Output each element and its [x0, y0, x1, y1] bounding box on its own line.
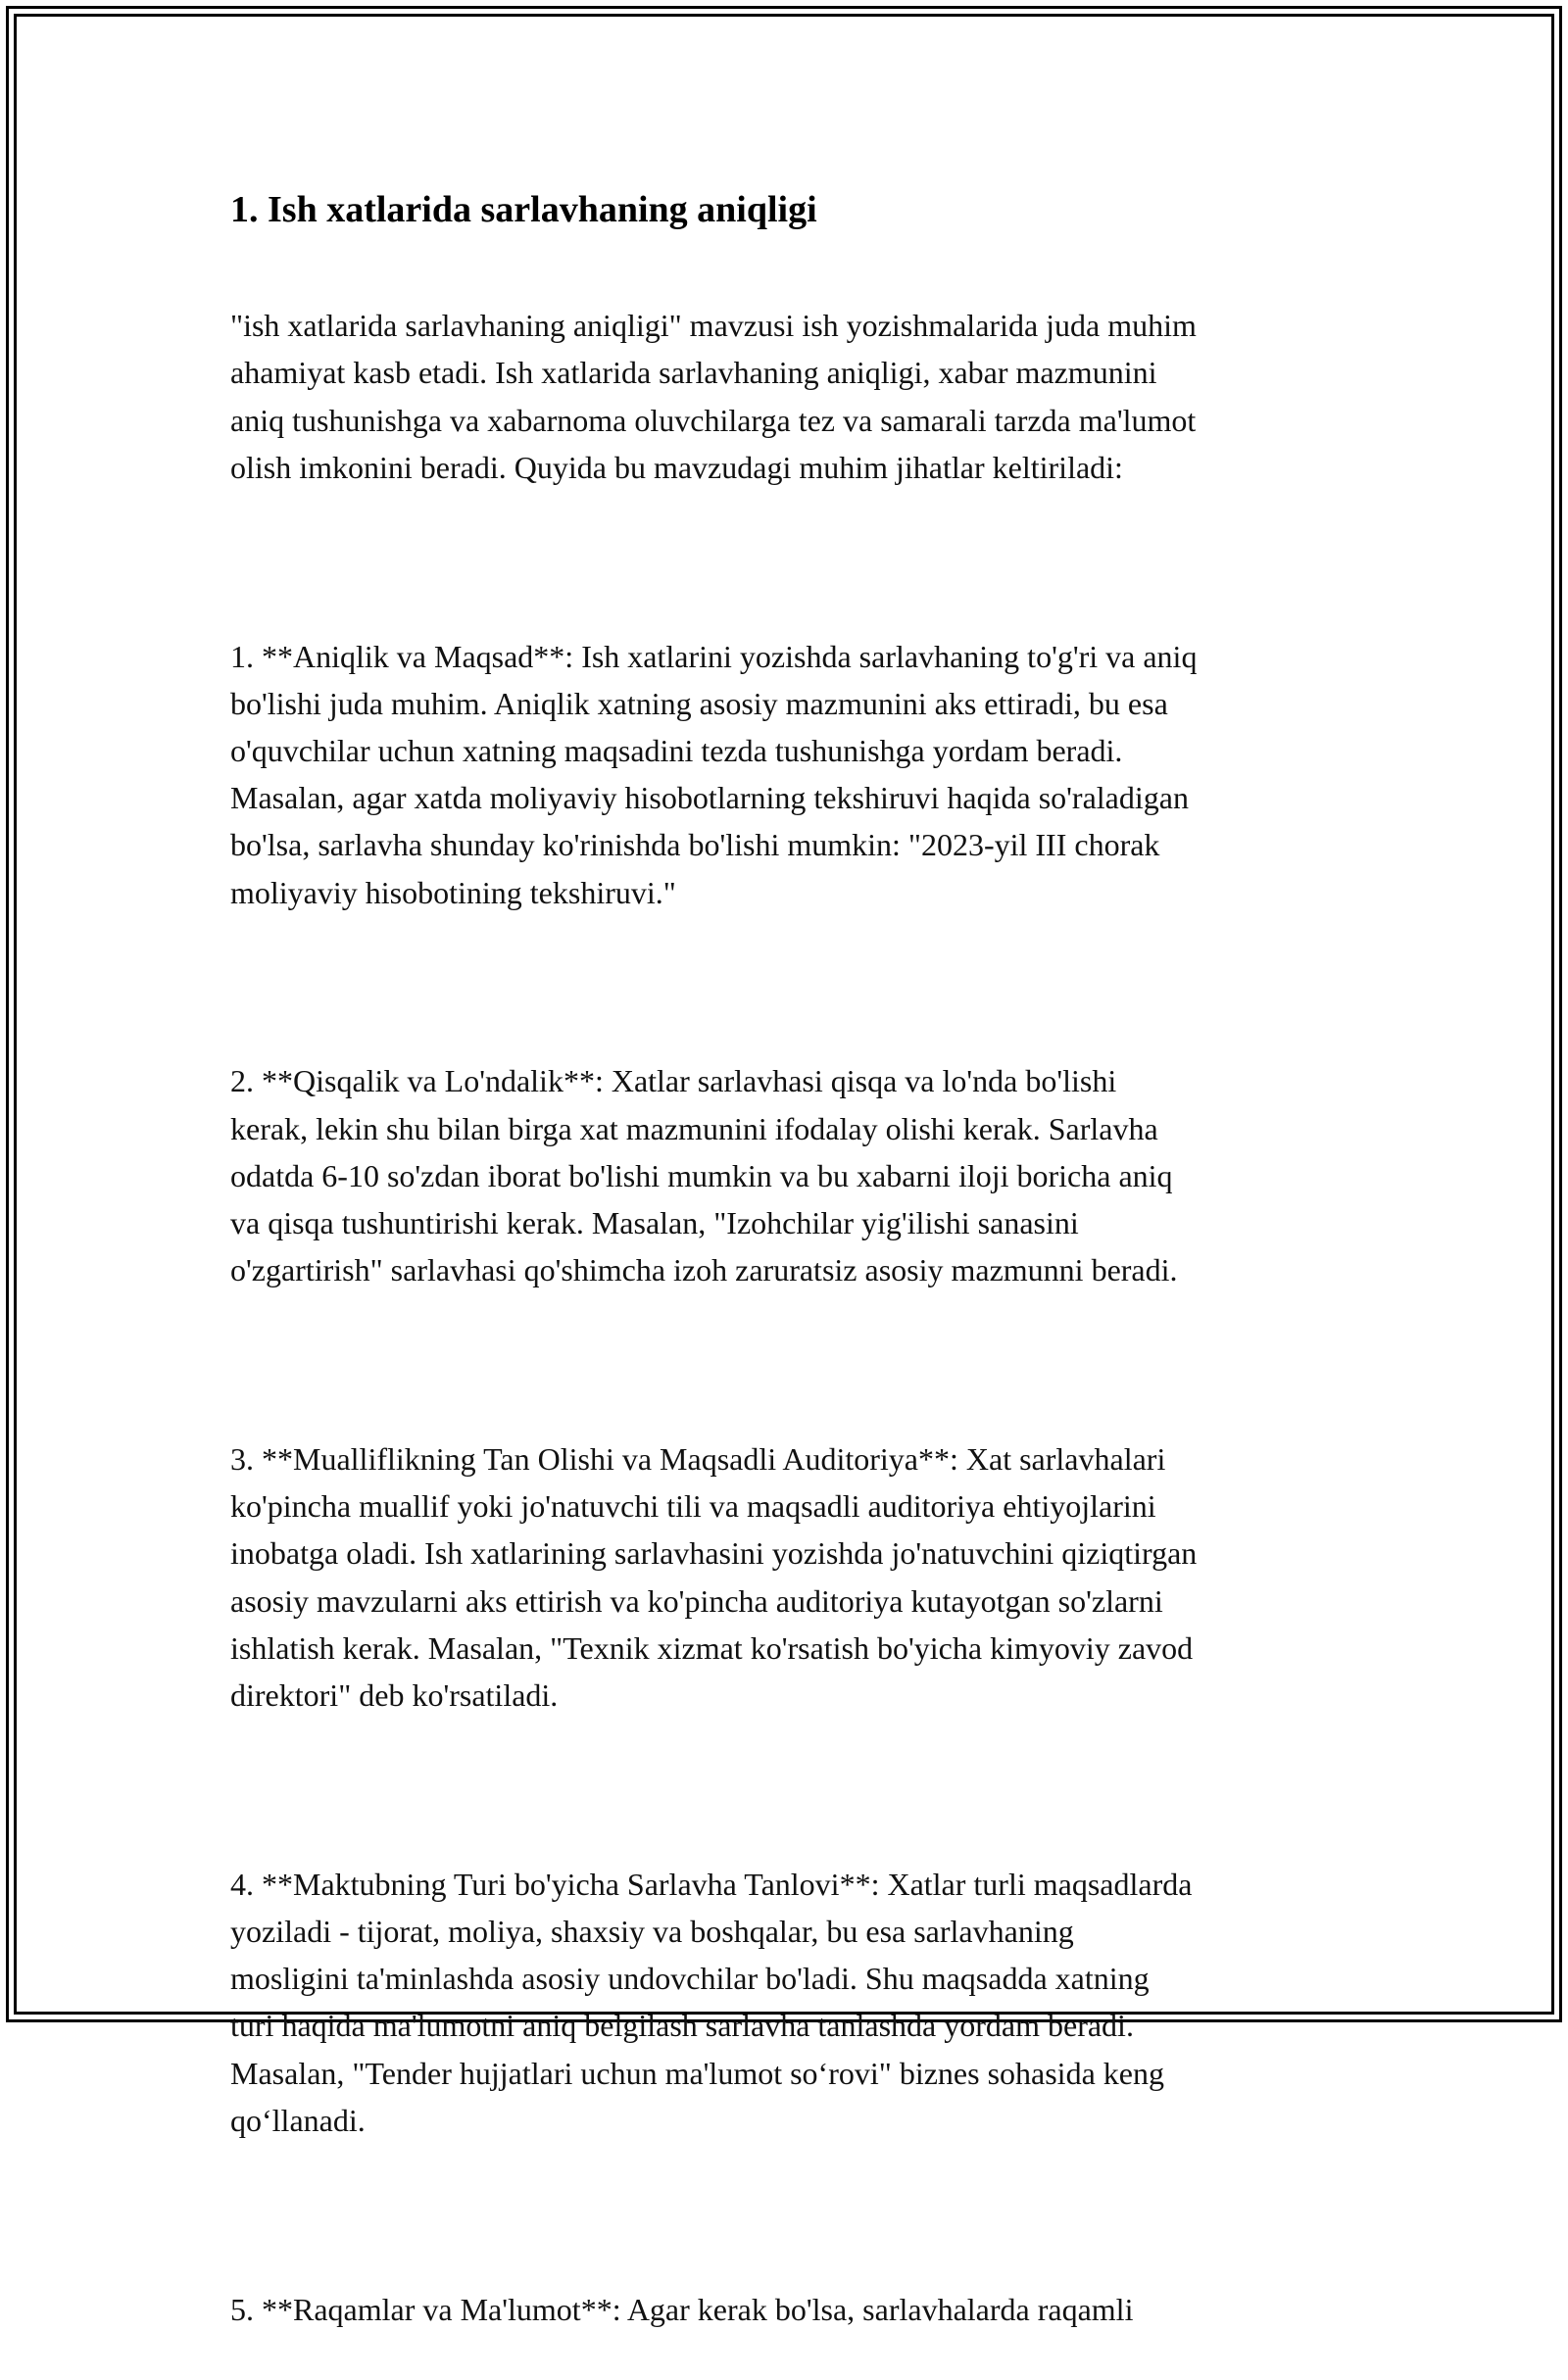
document-text [230, 255, 1357, 2380]
intro-paragraph: "ish xatlarida sarlavhaning aniqligi" mavzusi ish yozishmalarida juda muhim ahamiyat kasb etadi. Ish xatlarida sarlavhaning aniqligi, xabar mazmunini aniq tushunishga va xabarnoma oluvchilarga tez va samarali tarzda ma'lumot olish imkonini beradi. Quyida bu mavzudagi muhim jihatlar keltiriladi: [230, 308, 1197, 485]
paragraph-gap [230, 1341, 1357, 1388]
paragraph-gap [230, 1766, 1357, 1813]
point-3-paragraph: 3. **Mualliflikning Tan Olishi va Maqsadli Auditoriya**: Xat sarlavhalari ko'pincha muallif yoki jo'natuvchi tili va maqsadli auditoriya ehtiyojlarini inobatga oladi. Ish xatlarining sarlavhasini yozishda jo'natuvchini qiziqtirgan asosiy mavzularni aks ettirish va ko'pincha auditoriya kutayotgan so'zlarni ishlatish kerak. Masalan, "Texnik xizmat ko'rsatish bo'yicha kimyoviy zavod direktori" deb ko'rsatiladi. [230, 1441, 1198, 1714]
paragraph-gap [230, 2191, 1357, 2238]
paragraph-gap [230, 963, 1357, 1010]
point-1-paragraph: 1. **Aniqlik va Maqsad**: Ish xatlarini yozishda sarlavhaning to'g'ri va aniq bo'lishi juda muhim. Aniqlik xatning asosiy mazmunini aks ettiradi, bu esa o'quvchilar uchun xatning maqsadini tezda tushunishga yordam beradi. Masalan, agar xatda moliyaviy hisobotlarning tekshiruvi haqida so'raladigan bo'lsa, sarlavha shunday ko'rinishda bo'lishi mumkin: "2023-yil III chorak moliyaviy hisobotining tekshiruvi." [230, 638, 1198, 910]
document-title: 1. Ish xatlarida sarlavhaning aniqligi [230, 189, 817, 230]
point-4-paragraph: 4. **Maktubning Turi bo'yicha Sarlavha Tanlovi**: Xatlar turli maqsadlarda yoziladi - tijorat, moliya, shaxsiy va boshqalar, bu esa sarlavhaning mosligini ta'minlashda asosiy undovchilar bo'ladi. Shu maqsadda xatning turi haqida ma'lumotni aniq belgilash sarlavha tanlashda yordam beradi. Masalan, "Tender hujjatlari uchun ma'lumot so‘rovi" biznes sohasida keng qo‘llanadi. [230, 1866, 1193, 2138]
paragraph-gap [230, 538, 1357, 585]
document-body [230, 184, 1357, 2380]
point-2-paragraph: 2. **Qisqalik va Lo'ndalik**: Xatlar sarlavhasi qisqa va lo'nda bo'lishi kerak, lekin shu bilan birga xat mazmunini ifodalay olishi kerak. Sarlavha odatda 6-10 so'zdan iborat bo'lishi mumkin va bu xabarni iloji boricha aniq va qisqa tushuntirishi kerak. Masalan, "Izohchilar yig'ilishi sanasini o'zgartirish" sarlavhasi qo'shimcha izoh zaruratsiz asosiy mazmunni beradi. [230, 1063, 1178, 1288]
point-5-paragraph: 5. **Raqamlar va Ma'lumot**: Agar kerak bo'lsa, sarlavhalarda raqamli [230, 2291, 1134, 2327]
